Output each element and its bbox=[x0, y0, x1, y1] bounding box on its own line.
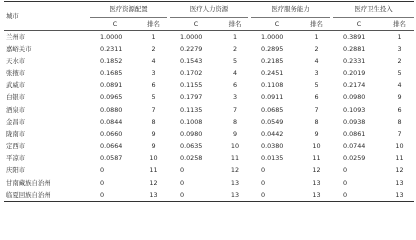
rank-cell: 3 bbox=[314, 68, 319, 77]
city-name-cell: 庆阳市 bbox=[6, 166, 26, 175]
group-header-1: 医疗资源配置 bbox=[90, 2, 167, 18]
city-name-cell: 酒泉市 bbox=[6, 105, 26, 114]
city-name-cell: 定西市 bbox=[6, 142, 26, 151]
value-cell: 0.0258 bbox=[180, 154, 203, 163]
value-cell: 0.1852 bbox=[100, 56, 123, 65]
city-name-cell: 张掖市 bbox=[6, 68, 26, 77]
table-row bbox=[4, 152, 414, 164]
rank-cell: 3 bbox=[397, 44, 402, 53]
rank-cell: 4 bbox=[232, 68, 238, 77]
value-cell: 0.2895 bbox=[261, 44, 284, 53]
rank-cell: 1 bbox=[303, 31, 330, 43]
rank-cell: 8 bbox=[232, 117, 238, 126]
rank-cell: 12 bbox=[312, 166, 321, 175]
value-cell: 0.1797 bbox=[180, 93, 203, 102]
table-row bbox=[4, 43, 414, 55]
city-name-cell: 临夏回族自治州 bbox=[4, 189, 90, 201]
rank-cell: 7 bbox=[314, 105, 319, 114]
value-cell: 0.2451 bbox=[261, 68, 284, 77]
rank-cell: 10 bbox=[149, 154, 158, 163]
value-cell: 0.1093 bbox=[343, 105, 366, 114]
rank-cell: 4 bbox=[151, 56, 156, 65]
table-row bbox=[4, 91, 414, 103]
city-name-cell: 白银市 bbox=[6, 93, 26, 102]
table-row bbox=[4, 140, 414, 152]
rank-cell: 12 bbox=[395, 166, 404, 175]
value-cell: 0.0635 bbox=[180, 142, 203, 151]
value-cell: 0 bbox=[261, 178, 266, 187]
value-cell: 0.0891 bbox=[100, 81, 123, 90]
value-cell: 0.1108 bbox=[261, 81, 284, 90]
rank-cell: 10 bbox=[312, 142, 321, 151]
rank-cell: 9 bbox=[314, 129, 319, 138]
rank-cell: 12 bbox=[230, 166, 240, 175]
indicator-table bbox=[4, 1, 414, 202]
value-cell: 0.3891 bbox=[333, 31, 385, 43]
value-cell: 0 bbox=[100, 166, 105, 175]
table-row bbox=[4, 31, 414, 43]
value-cell: 0.0880 bbox=[100, 105, 123, 114]
rank-cell: 2 bbox=[151, 44, 156, 53]
value-cell: 0.0259 bbox=[343, 154, 366, 163]
value-cell: 0.0980 bbox=[180, 129, 203, 138]
table-row bbox=[4, 177, 414, 189]
value-cell: 1.0000 bbox=[251, 31, 303, 43]
rank-subheader: 排名 bbox=[147, 19, 160, 28]
rank-cell: 4 bbox=[397, 81, 402, 90]
rank-cell: 5 bbox=[314, 81, 319, 90]
rank-cell: 13 bbox=[222, 189, 248, 201]
rank-cell: 6 bbox=[397, 105, 402, 114]
rank-cell: 2 bbox=[397, 56, 402, 65]
city-name-cell: 兰州市 bbox=[4, 31, 90, 43]
value-cell: 0 bbox=[180, 166, 185, 175]
value-cell: 0.2311 bbox=[100, 44, 123, 53]
rank-cell: 13 bbox=[395, 178, 404, 187]
table-row bbox=[4, 79, 414, 91]
rank-cell: 11 bbox=[395, 154, 404, 163]
rank-cell: 2 bbox=[314, 44, 319, 53]
group-header-2: 医疗人力资源 bbox=[170, 2, 248, 18]
rank-cell: 7 bbox=[397, 129, 402, 138]
value-cell: 0 bbox=[333, 189, 385, 201]
value-cell: 0.0549 bbox=[261, 117, 284, 126]
rank-cell: 8 bbox=[397, 117, 402, 126]
table-row bbox=[4, 116, 414, 128]
rank-cell: 7 bbox=[232, 105, 238, 114]
value-cell: 0.0685 bbox=[261, 105, 284, 114]
value-cell: 0.2019 bbox=[343, 68, 366, 77]
rank-subheader: 排名 bbox=[310, 19, 323, 28]
value-cell: 0.2881 bbox=[343, 44, 366, 53]
value-subheader: C bbox=[356, 19, 362, 28]
rank-cell: 8 bbox=[314, 117, 319, 126]
value-cell: 1.0000 bbox=[170, 31, 222, 43]
rank-cell: 9 bbox=[151, 129, 156, 138]
rank-cell: 1 bbox=[385, 31, 414, 43]
rank-cell: 1 bbox=[222, 31, 248, 43]
rank-cell: 4 bbox=[314, 56, 319, 65]
rank-cell: 13 bbox=[140, 189, 167, 201]
table-row bbox=[4, 104, 414, 116]
table-row bbox=[4, 67, 414, 79]
rank-cell: 13 bbox=[303, 189, 330, 201]
rank-cell: 9 bbox=[397, 93, 402, 102]
rank-cell: 13 bbox=[385, 189, 414, 201]
value-cell: 1.0000 bbox=[90, 31, 140, 43]
table-row bbox=[4, 55, 414, 67]
value-cell: 0 bbox=[251, 189, 303, 201]
value-cell: 0.0938 bbox=[343, 117, 366, 126]
city-name-cell: 武威市 bbox=[6, 81, 26, 90]
rank-cell: 2 bbox=[232, 44, 238, 53]
value-subheader: C bbox=[193, 19, 199, 28]
rank-subheader: 排名 bbox=[228, 19, 242, 28]
value-cell: 0.1543 bbox=[180, 56, 203, 65]
rank-cell: 11 bbox=[312, 154, 321, 163]
city-name-cell: 陇南市 bbox=[6, 129, 26, 138]
city-column-header: 城市 bbox=[4, 2, 90, 31]
value-cell: 0.2279 bbox=[180, 44, 203, 53]
city-name-cell: 天水市 bbox=[6, 56, 26, 65]
value-cell: 0 bbox=[90, 189, 140, 201]
rank-cell: 10 bbox=[230, 142, 240, 151]
value-cell: 0.0380 bbox=[261, 142, 284, 151]
value-cell: 0.1702 bbox=[180, 68, 203, 77]
rank-cell: 13 bbox=[230, 178, 240, 187]
value-cell: 0.1685 bbox=[100, 68, 123, 77]
value-cell: 0.0587 bbox=[100, 154, 123, 163]
value-cell: 0 bbox=[170, 189, 222, 201]
value-cell: 0.1008 bbox=[180, 117, 203, 126]
city-name-cell: 甘南藏族自治州 bbox=[6, 178, 51, 187]
value-cell: 0 bbox=[343, 178, 348, 187]
city-name-cell: 金昌市 bbox=[6, 117, 26, 126]
rank-cell: 11 bbox=[149, 166, 158, 175]
rank-cell: 9 bbox=[151, 142, 156, 151]
value-cell: 0.2174 bbox=[343, 81, 366, 90]
rank-cell: 11 bbox=[230, 154, 240, 163]
value-cell: 0.0844 bbox=[100, 117, 123, 126]
value-cell: 0.0965 bbox=[100, 93, 123, 102]
rank-cell: 6 bbox=[314, 93, 319, 102]
rank-cell: 5 bbox=[232, 56, 238, 65]
value-cell: 0.0861 bbox=[343, 129, 366, 138]
rank-cell: 6 bbox=[151, 81, 156, 90]
rank-cell: 12 bbox=[149, 178, 158, 187]
rank-cell: 5 bbox=[151, 93, 156, 102]
value-subheader: C bbox=[274, 19, 280, 28]
table-row bbox=[4, 128, 414, 140]
value-cell: 0 bbox=[180, 178, 185, 187]
group-header-3: 医疗服务能力 bbox=[251, 2, 330, 18]
rank-cell: 1 bbox=[140, 31, 167, 43]
value-cell: 0 bbox=[100, 178, 105, 187]
table-row bbox=[4, 165, 414, 177]
rank-cell: 3 bbox=[232, 93, 238, 102]
city-name-cell: 嘉峪关市 bbox=[6, 44, 32, 53]
rank-subheader: 排名 bbox=[393, 19, 406, 28]
rank-cell: 10 bbox=[395, 142, 404, 151]
rank-cell: 5 bbox=[397, 68, 402, 77]
rank-cell: 8 bbox=[151, 117, 156, 126]
value-cell: 0.2185 bbox=[261, 56, 284, 65]
value-subheader: C bbox=[112, 19, 118, 28]
value-cell: 0 bbox=[343, 166, 348, 175]
rank-cell: 3 bbox=[151, 68, 156, 77]
value-cell: 0.0664 bbox=[100, 142, 123, 151]
rank-cell: 7 bbox=[151, 105, 156, 114]
value-cell: 0.0744 bbox=[343, 142, 366, 151]
rank-cell: 13 bbox=[312, 178, 321, 187]
table-row bbox=[4, 189, 414, 201]
rank-cell: 6 bbox=[232, 81, 238, 90]
value-cell: 0.0911 bbox=[261, 93, 284, 102]
value-cell: 0 bbox=[261, 166, 266, 175]
rank-cell: 9 bbox=[232, 129, 238, 138]
value-cell: 0.0135 bbox=[261, 154, 284, 163]
value-cell: 0.0980 bbox=[343, 93, 366, 102]
city-name-cell: 平凉市 bbox=[6, 154, 26, 163]
group-header-4: 医疗卫生投入 bbox=[333, 2, 414, 18]
value-cell: 0.0660 bbox=[100, 129, 123, 138]
value-cell: 0.1135 bbox=[180, 105, 203, 114]
value-cell: 0.0442 bbox=[261, 129, 284, 138]
value-cell: 0.1155 bbox=[180, 81, 203, 90]
value-cell: 0.2331 bbox=[343, 56, 366, 65]
